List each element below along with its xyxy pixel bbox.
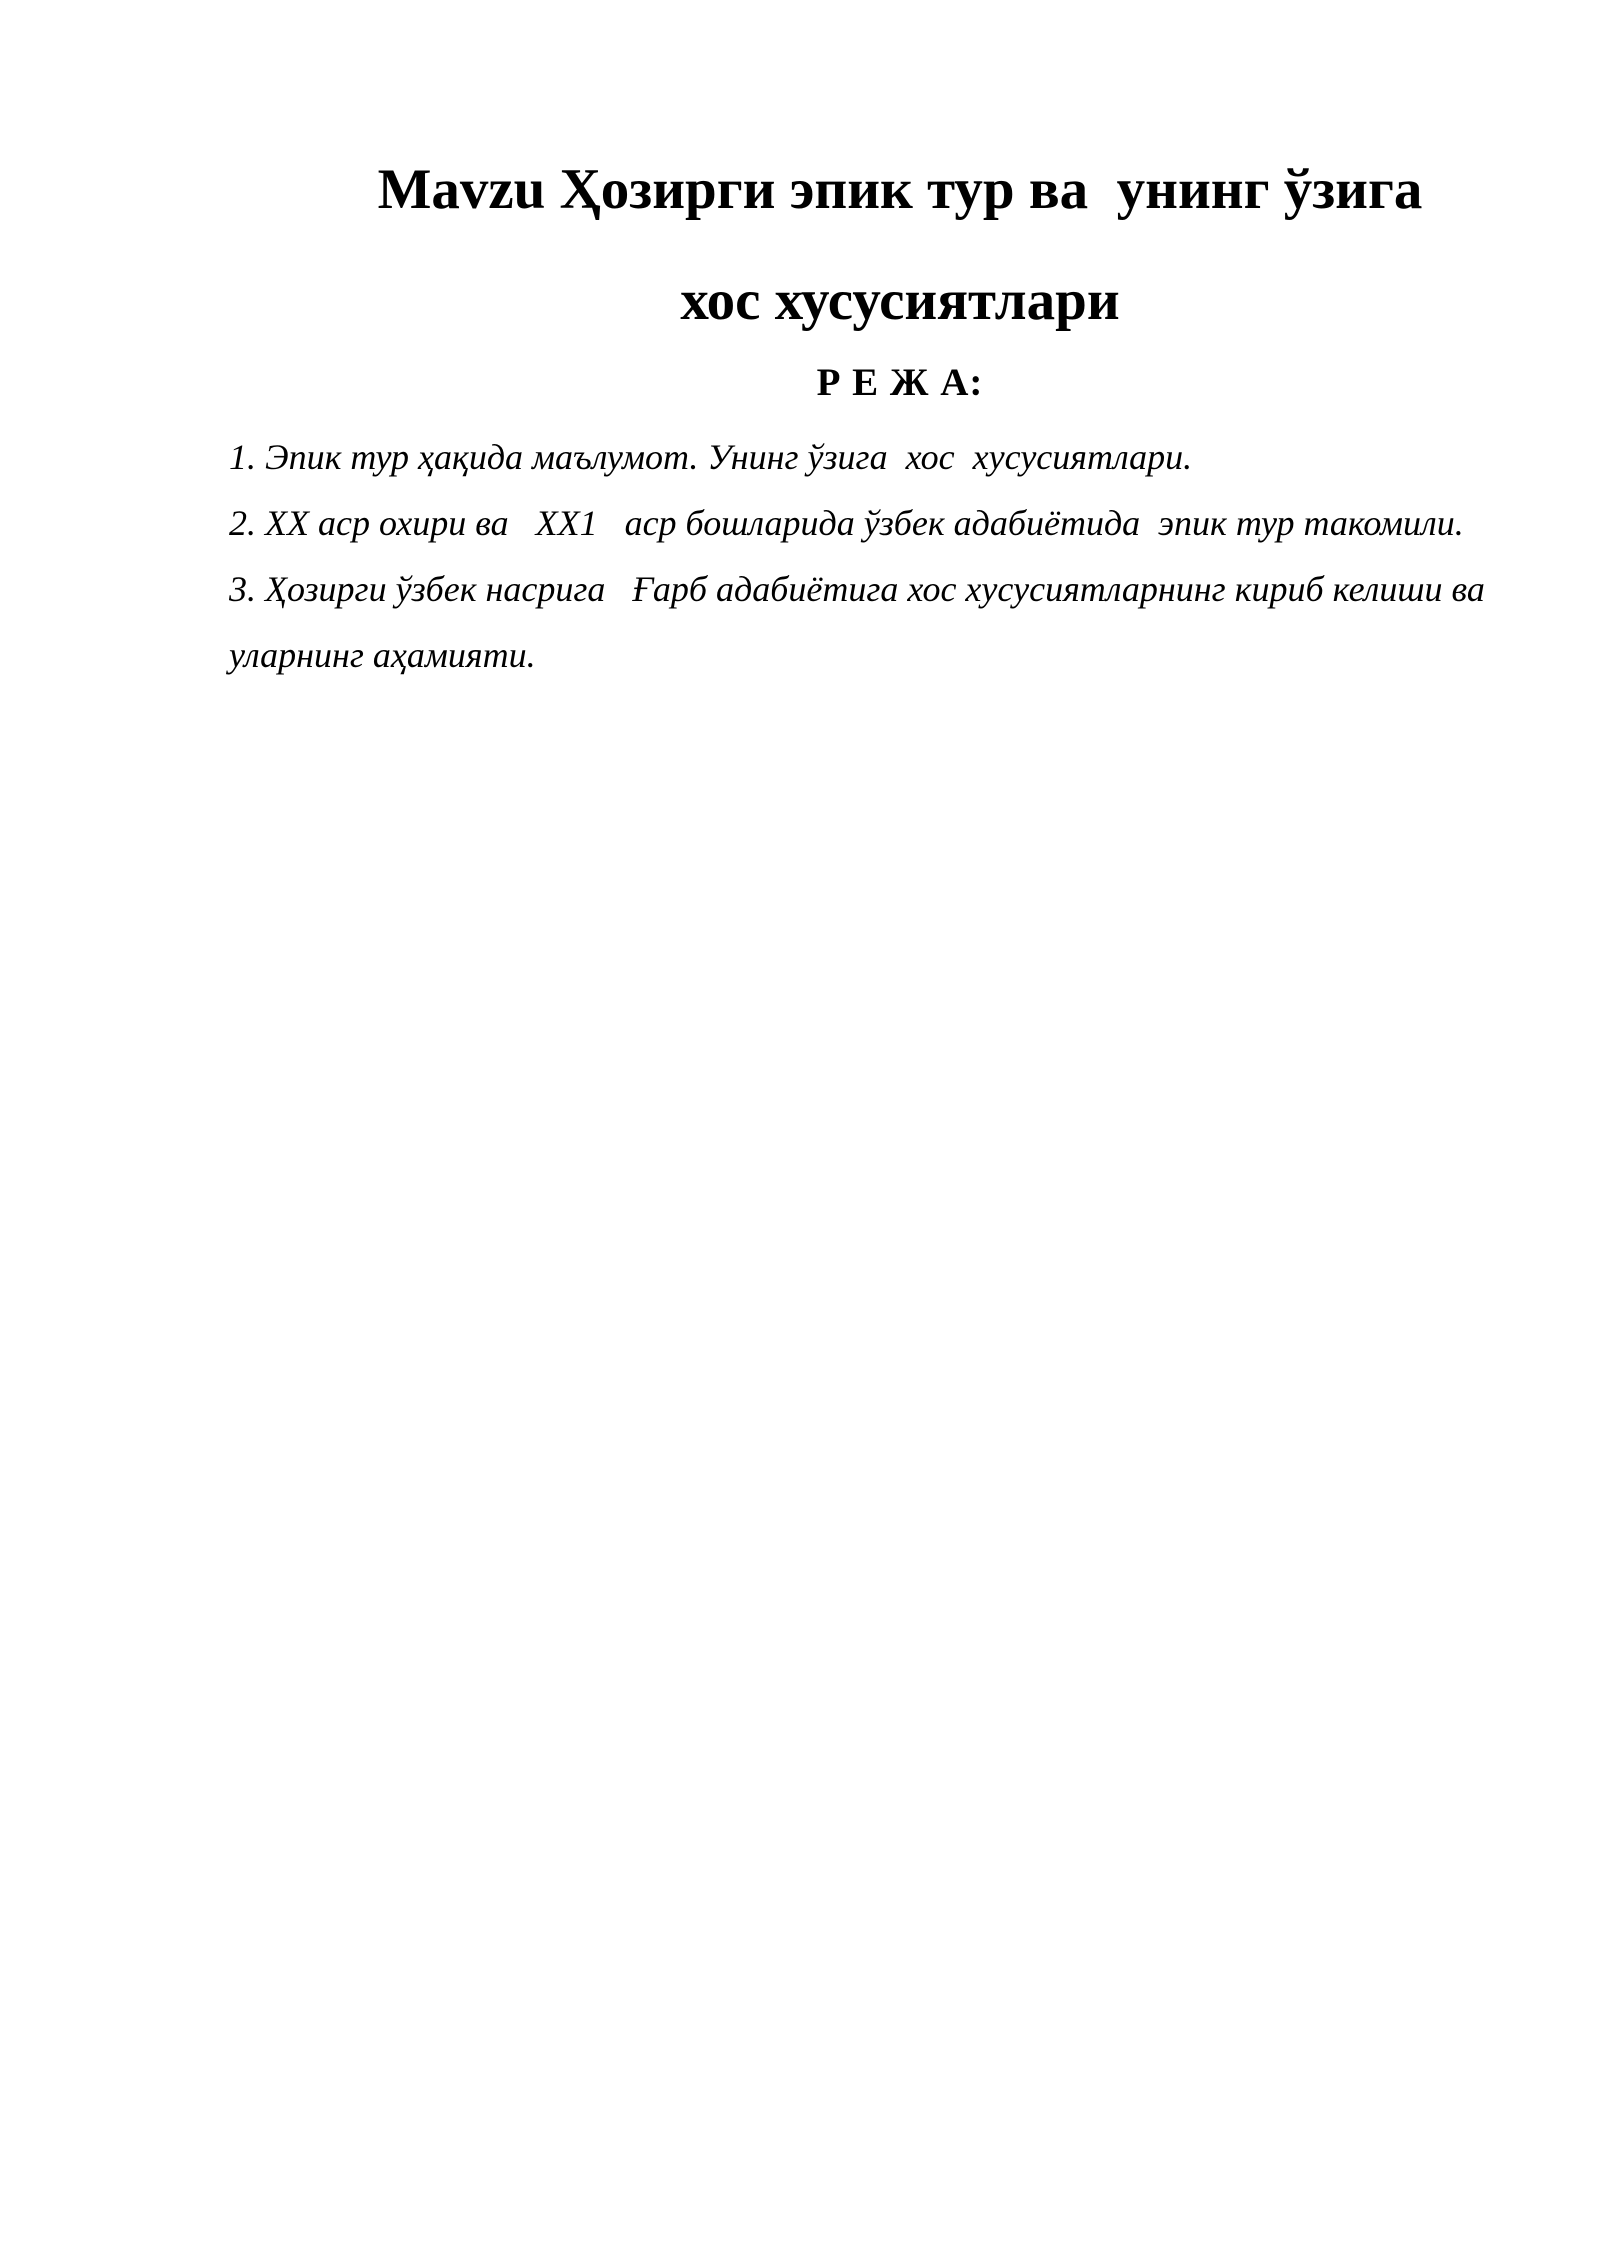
plan-heading: Р Е Ж А: (816, 361, 984, 404)
title-line-2: хос хусусиятлари (680, 269, 1120, 332)
document-title (230, 140, 1570, 362)
plan-item-2: 2. ХХ аср охири ва ХХ1 аср бошларида ўзбек адабиётида эпик тур такомили. (229, 503, 1464, 543)
plan-list (229, 424, 1529, 688)
plan-item-1: 1. Эпик тур ҳақида маълумот. Унинг ўзига хос хусусиятлари. (229, 437, 1193, 477)
title-line-1: Mavzu Ҳозирги эпик тур ва унинг ўзига (377, 158, 1423, 221)
plan-item-3: 3. Ҳозирги ўзбек насрига Ғарб адабиётига хос хусусиятларнинг кириб келиши ва уларнинг аҳамияти. (229, 569, 1494, 675)
